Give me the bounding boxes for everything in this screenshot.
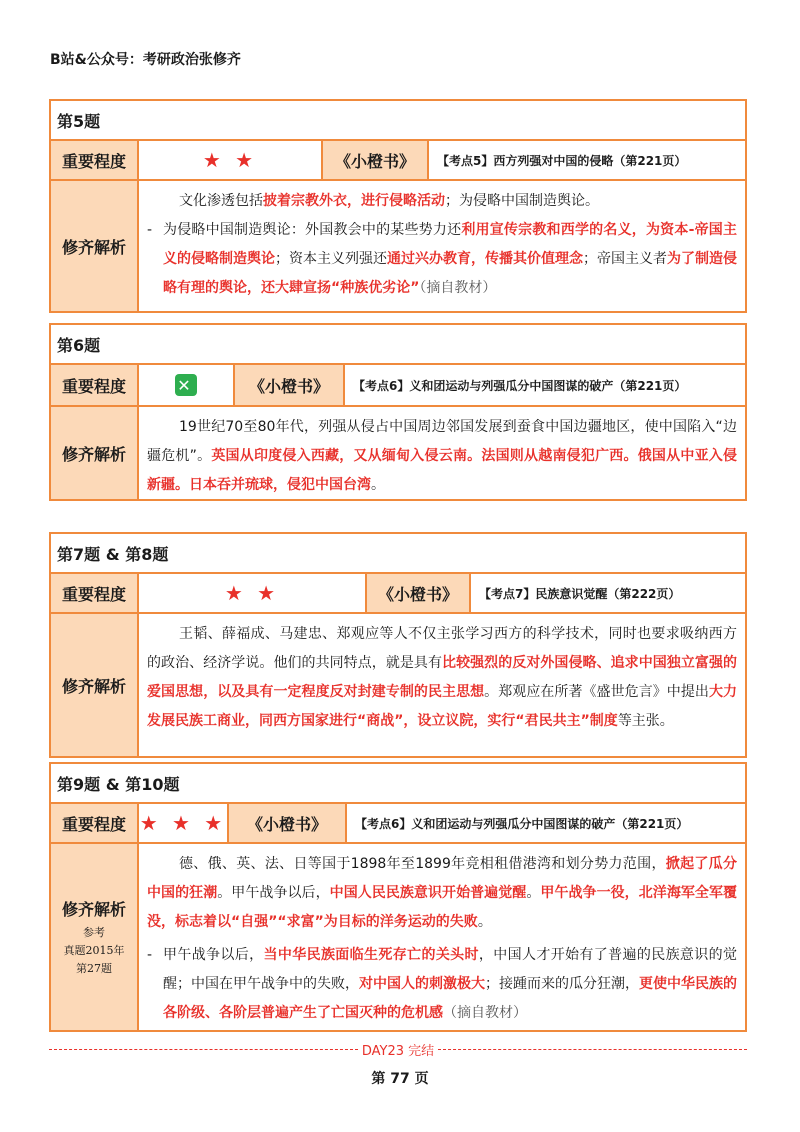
topic-reference: 【考点7】民族意识觉醒（第222页） <box>469 574 745 612</box>
question-title-text: 第7题 & 第8题 <box>57 544 169 564</box>
textbook-excerpt: - 甲午战争以后，当中华民族面临生死存亡的关头时，中国人才开始有了普遍的民族意识的觉醒；中国在甲午战争中的失败，对中国人的刺激极大；接踵而来的瓜分狂潮，更使中华民族的各阶级、各阶层普遍产生了亡国灭种的危机感（摘自教材） <box>147 941 737 1028</box>
book-label: 《小橙书》 <box>233 365 343 405</box>
importance-stars: ★ ★ <box>137 141 321 179</box>
importance-mark <box>137 365 233 405</box>
question-block-5 <box>49 99 747 313</box>
textbook-excerpt: - 为侵略中国制造舆论：外国教会中的某些势力还利用宣传宗教和西学的名义，为资本-帝国主义的侵略制造舆论；资本主义列强还通过兴办教育，传播其价值理念；帝国主义者为了制造侵略有理的舆论，还大肆宣扬“种族优劣论”（摘自教材） <box>147 216 737 303</box>
topic-reference: 【考点5】西方列强对中国的侵略（第221页） <box>427 141 745 179</box>
importance-stars: ★ ★ ★ <box>137 804 227 842</box>
importance-label: 重要程度 <box>51 365 137 405</box>
importance-label: 重要程度 <box>51 141 137 179</box>
analysis-content <box>137 614 745 756</box>
question-title <box>51 325 745 363</box>
question-block-9-10 <box>49 762 747 1032</box>
divider-dash-left <box>49 1049 358 1050</box>
book-label: 《小橙书》 <box>227 804 345 842</box>
question-title-text: 第6题 <box>57 335 101 355</box>
cross-mark-icon: ✕ <box>175 374 197 396</box>
analysis-content <box>137 407 745 499</box>
analysis-label: 修齐解析 <box>51 614 137 756</box>
analysis-label: 修齐解析 <box>51 181 137 311</box>
importance-label: 重要程度 <box>51 804 137 842</box>
day-end-divider <box>49 1040 747 1059</box>
analysis-content <box>137 181 745 311</box>
analysis-content <box>137 844 745 1030</box>
analysis-paragraph: 19世纪70至80年代，列强从侵占中国周边邻国发展到蚕食中国边疆地区，使中国陷入“边疆危机”。英国从印度侵入西藏，又从缅甸入侵云南。法国则从越南侵犯广西。俄国从中亚入侵新疆。日本吞并琉球，侵犯中国台湾。 <box>147 419 737 493</box>
analysis-label-block <box>51 844 137 1030</box>
exam-reference: 参考 真题2015年 第27题 <box>63 925 125 975</box>
book-label: 《小橙书》 <box>321 141 427 179</box>
divider-dash-right <box>438 1049 747 1050</box>
question-title-text: 第5题 <box>57 111 101 131</box>
question-title <box>51 101 745 139</box>
topic-reference: 【考点6】义和团运动与列强瓜分中国图谋的破产（第221页） <box>343 365 745 405</box>
question-title-text: 第9题 & 第10题 <box>57 774 180 794</box>
analysis-paragraph: 德、俄、英、法、日等国于1898年至1899年竞相租借港湾和划分势力范围，掀起了瓜分中国的狂潮。甲午战争以后，中国人民民族意识开始普遍觉醒。甲午战争一役，北洋海军全军覆没，标志着以“自强”“求富”为目标的洋务运动的失败。 <box>147 856 738 930</box>
header-source: B站&公众号：考研政治张修齐 <box>50 52 241 68</box>
topic-reference: 【考点6】义和团运动与列强瓜分中国图谋的破产（第221页） <box>345 804 745 842</box>
question-block-7-8 <box>49 532 747 758</box>
analysis-label: 修齐解析 <box>61 899 126 919</box>
book-label: 《小橙书》 <box>365 574 469 612</box>
analysis-paragraph: 王韬、薛福成、马建忠、郑观应等人不仅主张学习西方的科学技术，同时也要求吸纳西方的政治、经济学说。他们的共同特点，就是具有比较强烈的反对外国侵略、追求中国独立富强的爱国思想，以及具有一定程度反对封建专制的民主思想。郑观应在所著《盛世危言》中提出大力发展民族工商业，同西方国家进行“商战”，设立议院，实行“君民共主”制度等主张。 <box>147 626 738 729</box>
question-block-6 <box>49 323 747 501</box>
analysis-paragraph: 文化渗透包括披着宗教外衣，进行侵略活动；为侵略中国制造舆论。 <box>179 193 599 209</box>
question-title <box>51 534 745 572</box>
question-title <box>51 764 745 802</box>
page-number: 第 77 页 <box>371 1071 429 1087</box>
analysis-label: 修齐解析 <box>51 407 137 499</box>
importance-stars: ★ ★ <box>137 574 365 612</box>
importance-label: 重要程度 <box>51 574 137 612</box>
day-end-label: DAY23 完结 <box>361 1044 435 1059</box>
